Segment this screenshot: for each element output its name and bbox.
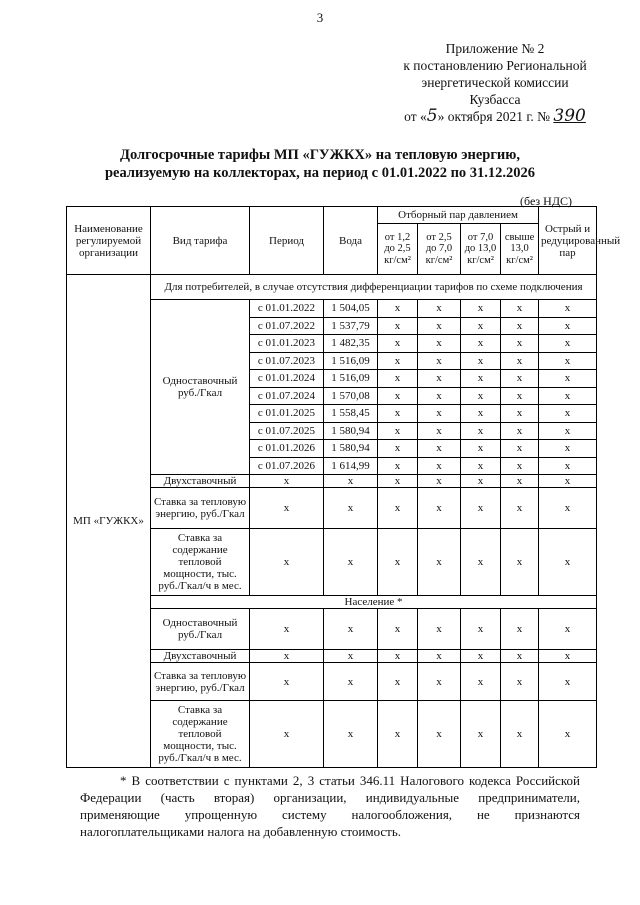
x-cell: x — [418, 529, 461, 596]
x-cell: x — [501, 317, 539, 335]
x-cell: x — [501, 440, 539, 458]
appendix-line-3: энергетической комиссии — [421, 75, 569, 90]
header-sharp-steam: Острый и редуцированный пар — [539, 207, 597, 275]
x-cell: x — [539, 488, 597, 529]
x-cell: x — [539, 387, 597, 405]
x-cell: x — [539, 457, 597, 475]
x-cell: x — [250, 701, 324, 768]
header-period: Период — [250, 207, 324, 275]
water-tariff-cell: 1 580,94 — [324, 440, 378, 458]
x-cell: x — [378, 370, 418, 388]
population-capacity-rate: Ставка за содержание тепловой мощности, тыс. руб./Гкал/ч в мес. — [151, 701, 250, 768]
x-cell: x — [378, 488, 418, 529]
date-day: 5 — [426, 106, 438, 126]
x-cell: x — [378, 529, 418, 596]
document-title — [0, 146, 640, 182]
x-cell: x — [461, 317, 501, 335]
x-cell: x — [378, 609, 418, 650]
period-cell: с 01.01.2022 — [250, 300, 324, 318]
period-cell: с 01.01.2023 — [250, 335, 324, 353]
x-cell: x — [324, 475, 378, 488]
x-cell: x — [324, 609, 378, 650]
tariff-table — [66, 206, 621, 768]
appendix-header — [370, 40, 620, 125]
x-cell: x — [461, 701, 501, 768]
header-tariff-type: Вид тарифа — [151, 207, 250, 275]
water-tariff-cell: 1 516,09 — [324, 370, 378, 388]
x-cell: x — [250, 609, 324, 650]
x-cell: x — [461, 370, 501, 388]
resolution-number: 390 — [553, 106, 586, 126]
x-cell: x — [418, 440, 461, 458]
x-cell: x — [461, 457, 501, 475]
x-cell: x — [378, 701, 418, 768]
x-cell: x — [501, 405, 539, 423]
footnote-text: * В соответствии с пунктами 2, 3 статьи 346.11 Налогового кодекса Российской Федерации (часть вторая) организации, индивидуальные предприниматели, применяющие упрощенную систему налогообложения, не признаются налогоплательщиками налога на добавленную стоимость. — [80, 773, 580, 839]
x-cell: x — [418, 422, 461, 440]
x-cell: x — [418, 609, 461, 650]
x-cell: x — [378, 352, 418, 370]
x-cell: x — [418, 352, 461, 370]
appendix-line-4: Кузбасса — [469, 92, 521, 107]
x-cell: x — [501, 488, 539, 529]
population-heat-rate: Ставка за тепловую энергию, руб./Гкал — [151, 663, 250, 701]
x-cell: x — [378, 650, 418, 663]
x-cell: x — [501, 529, 539, 596]
header-pressure-3: от 7,0 до 13,0 кг/см² — [461, 224, 501, 275]
x-cell: x — [418, 488, 461, 529]
header-steam-group: Отборный пар давлением — [378, 207, 539, 224]
tariff-two-rate: Двухставочный — [151, 475, 250, 488]
x-cell: x — [250, 488, 324, 529]
water-tariff-cell: 1 614,99 — [324, 457, 378, 475]
x-cell: x — [501, 352, 539, 370]
x-cell: x — [378, 475, 418, 488]
x-cell: x — [539, 650, 597, 663]
x-cell: x — [539, 475, 597, 488]
period-cell: с 01.01.2026 — [250, 440, 324, 458]
tariff-capacity-rate: Ставка за содержание тепловой мощности, тыс. руб./Гкал/ч в мес. — [151, 529, 250, 596]
x-cell: x — [501, 701, 539, 768]
x-cell: x — [539, 370, 597, 388]
water-tariff-cell: 1 504,05 — [324, 300, 378, 318]
x-cell: x — [461, 609, 501, 650]
period-cell: с 01.07.2025 — [250, 422, 324, 440]
date-prefix: от « — [404, 109, 427, 124]
population-two-rate: Двухставочный — [151, 650, 250, 663]
water-tariff-cell: 1 580,94 — [324, 422, 378, 440]
x-cell: x — [539, 701, 597, 768]
header-org: Наименование регулируемой организации — [67, 207, 151, 275]
x-cell: x — [501, 609, 539, 650]
x-cell: x — [501, 422, 539, 440]
x-cell: x — [418, 300, 461, 318]
x-cell: x — [461, 405, 501, 423]
x-cell: x — [378, 440, 418, 458]
x-cell: x — [418, 387, 461, 405]
x-cell: x — [501, 663, 539, 701]
x-cell: x — [378, 387, 418, 405]
x-cell: x — [461, 488, 501, 529]
water-tariff-cell: 1 570,08 — [324, 387, 378, 405]
section-population: Население * — [151, 596, 597, 609]
footnote — [80, 772, 580, 840]
x-cell: x — [461, 422, 501, 440]
x-cell: x — [418, 475, 461, 488]
x-cell: x — [250, 663, 324, 701]
x-cell: x — [501, 387, 539, 405]
x-cell: x — [501, 370, 539, 388]
header-pressure-2: от 2,5 до 7,0 кг/см² — [418, 224, 461, 275]
x-cell: x — [539, 529, 597, 596]
x-cell: x — [418, 701, 461, 768]
x-cell: x — [418, 370, 461, 388]
x-cell: x — [461, 475, 501, 488]
x-cell: x — [324, 529, 378, 596]
x-cell: x — [324, 488, 378, 529]
x-cell: x — [418, 650, 461, 663]
x-cell: x — [378, 663, 418, 701]
tariff-heat-rate: Ставка за тепловую энергию, руб./Гкал — [151, 488, 250, 529]
table-row — [67, 275, 597, 300]
date-mid: » октября 2021 г. № — [437, 109, 551, 124]
title-line-1: Долгосрочные тарифы МП «ГУЖКХ» на тепловую энергию, — [119, 147, 520, 163]
water-tariff-cell: 1 537,79 — [324, 317, 378, 335]
x-cell: x — [539, 317, 597, 335]
x-cell: x — [539, 663, 597, 701]
period-cell: с 01.07.2023 — [250, 352, 324, 370]
x-cell: x — [461, 300, 501, 318]
x-cell: x — [324, 663, 378, 701]
x-cell: x — [461, 650, 501, 663]
x-cell: x — [461, 440, 501, 458]
water-tariff-cell: 1 482,35 — [324, 335, 378, 353]
x-cell: x — [324, 701, 378, 768]
page-number: 3 — [316, 10, 324, 25]
title-line-2: реализуемую на коллекторах, на период с 01.01.2022 по 31.12.2026 — [104, 165, 536, 181]
x-cell: x — [418, 457, 461, 475]
x-cell: x — [378, 300, 418, 318]
x-cell: x — [250, 529, 324, 596]
period-cell: с 01.07.2026 — [250, 457, 324, 475]
x-cell: x — [418, 317, 461, 335]
appendix-line-2: к постановлению Региональной — [403, 58, 587, 73]
appendix-date-line — [370, 108, 620, 125]
x-cell: x — [539, 405, 597, 423]
x-cell: x — [324, 650, 378, 663]
x-cell: x — [501, 300, 539, 318]
period-cell: с 01.01.2025 — [250, 405, 324, 423]
x-cell: x — [461, 529, 501, 596]
header-pressure-1: от 1,2 до 2,5 кг/см² — [378, 224, 418, 275]
period-cell: с 01.07.2024 — [250, 387, 324, 405]
period-cell: с 01.01.2024 — [250, 370, 324, 388]
x-cell: x — [378, 335, 418, 353]
x-cell: x — [539, 422, 597, 440]
x-cell: x — [539, 335, 597, 353]
vat-note: (без НДС) — [520, 194, 573, 208]
x-cell: x — [250, 650, 324, 663]
section-consumers: Для потребителей, в случае отсутствия дифференциации тарифов по схеме подключения — [151, 275, 597, 300]
x-cell: x — [378, 457, 418, 475]
x-cell: x — [461, 352, 501, 370]
x-cell: x — [250, 475, 324, 488]
x-cell: x — [501, 650, 539, 663]
water-tariff-cell: 1 516,09 — [324, 352, 378, 370]
x-cell: x — [501, 457, 539, 475]
x-cell: x — [461, 335, 501, 353]
tariff-single-rate: Одноставочный руб./Гкал — [151, 300, 250, 475]
x-cell: x — [539, 300, 597, 318]
x-cell: x — [418, 663, 461, 701]
x-cell: x — [378, 422, 418, 440]
x-cell: x — [418, 405, 461, 423]
x-cell: x — [461, 387, 501, 405]
header-water: Вода — [324, 207, 378, 275]
x-cell: x — [378, 317, 418, 335]
period-cell: с 01.07.2022 — [250, 317, 324, 335]
x-cell: x — [539, 352, 597, 370]
x-cell: x — [418, 335, 461, 353]
appendix-line-1: Приложение № 2 — [445, 41, 545, 56]
x-cell: x — [501, 475, 539, 488]
water-tariff-cell: 1 558,45 — [324, 405, 378, 423]
x-cell: x — [539, 609, 597, 650]
x-cell: x — [461, 663, 501, 701]
population-single-rate: Одноставочный руб./Гкал — [151, 609, 250, 650]
x-cell: x — [378, 405, 418, 423]
x-cell: x — [501, 335, 539, 353]
header-pressure-4: свыше 13,0 кг/см² — [501, 224, 539, 275]
x-cell: x — [539, 440, 597, 458]
org-name-cell: МП «ГУЖКХ» — [67, 275, 151, 768]
